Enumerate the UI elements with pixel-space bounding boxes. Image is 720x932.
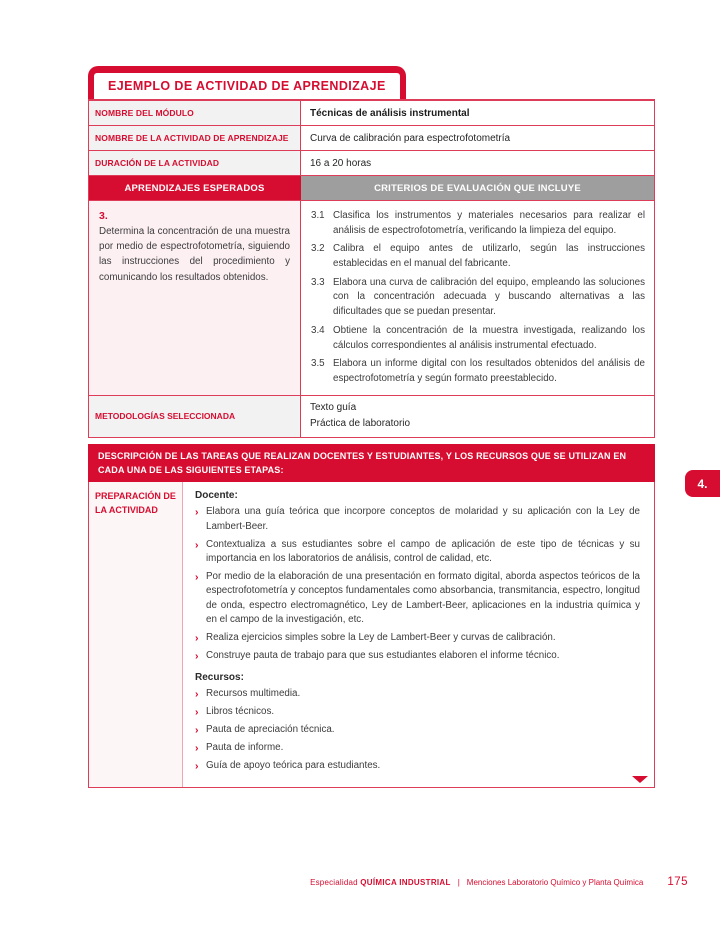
learning-outcome-number: 3. [99,210,108,222]
criterion-text: Obtiene la concentración de la muestra investigada, realizando los cálculos correspondientes al análisis instrumental efectuado. [333,324,645,351]
tasks-description-banner: DESCRIPCIÓN DE LAS TAREAS QUE REALIZAN DOCENTES Y ESTUDIANTES, Y LOS RECURSOS QUE SE UTILIZAN EN CADA UNA DE LAS SIGUIENTES ETAPAS: [88,444,655,483]
methodology-value: Texto guía [310,402,357,414]
chevron-bullet-icon: › [195,631,199,644]
list-item-text: Guía de apoyo teórica para estudiantes. [206,759,381,771]
list-item [195,759,640,773]
methodology-label: METODOLOGÍAS SELECCIONADA [89,396,301,437]
list-item-text: Realiza ejercicios simples sobre la Ley de Lambert-Beer y curvas de calibración. [206,631,556,643]
list-item-text: Libros técnicos. [206,706,275,718]
table-row-duration [89,150,654,175]
methodology-value: Práctica de laboratorio [310,418,411,430]
list-item [195,723,640,737]
criterion-item [311,357,645,386]
list-item-text: Pauta de informe. [206,741,284,753]
duration-label: DURACIÓN DE LA ACTIVIDAD [89,151,301,175]
chevron-bullet-icon: › [195,724,199,737]
list-item [195,705,640,719]
table-row-activity-name [89,125,654,150]
table-row-methodology [89,395,654,437]
criterion-item [311,276,645,320]
footer-mentions: Menciones Laboratorio Químico y Planta Química [466,878,644,887]
list-item-text: Por medio de la elaboración de una presentación en formato digital, aborda aspectos teóricos de la espectrofotometría y conceptos fundamentales como absorbancia, transmitancia, espectro, longitud de onda, espectro electromagnético, Ley de Lambert-Beer, aplicaciones en la industria química y en el campo de la investigación, etc. [206,570,640,626]
module-name-value: Técnicas de análisis instrumental [301,101,654,125]
footer-specialty-prefix: Especialidad [310,878,358,887]
chevron-bullet-icon: › [195,706,199,719]
resources-heading: Recursos: [195,672,244,684]
list-item [195,538,640,567]
chevron-bullet-icon: › [195,538,199,551]
footer-separator: | [457,878,460,887]
evaluation-criteria-cell [301,201,654,395]
methodology-values [301,396,654,437]
activity-name-value: Curva de calibración para espectrofotometría [301,126,654,150]
continuation-arrow-icon [632,776,648,783]
criterion-item [311,209,645,238]
chapter-tab: 4. [685,470,720,497]
preparation-content [183,482,654,786]
criterion-text: Elabora un informe digital con los resultados obtenidos del análisis de espectrofotometría y según formato preestablecido. [333,358,645,384]
page-number: 175 [667,876,688,888]
criterion-text: Calibra el equipo antes de utilizarlo, según las instrucciones establecidas en el manual del fabricante. [333,243,645,270]
criterion-item [311,242,645,271]
table-header-row [89,175,654,200]
criterion-number: 3.3 [311,276,325,288]
preparation-stage-label: PREPARACIÓN DE LA ACTIVIDAD [89,482,183,786]
chevron-bullet-icon: › [195,649,199,662]
page-title: EJEMPLO DE ACTIVIDAD DE APRENDIZAJE [94,73,400,99]
list-item [195,741,640,755]
module-name-label: NOMBRE DEL MÓDULO [89,101,301,125]
expected-learning-cell [89,201,301,395]
table-row-module-name [89,101,654,125]
expected-learning-header: APRENDIZAJES ESPERADOS [89,176,301,200]
teacher-heading: Docente: [195,490,238,502]
evaluation-criteria-header: CRITERIOS DE EVALUACIÓN QUE INCLUYE [301,176,654,200]
criterion-text: Clasifica los instrumentos y materiales necesarios para realizar el análisis de espectrofotometría, verificando la limpieza del equipo. [333,210,645,236]
list-item-text: Construye pauta de trabajo para que sus estudiantes elaboren el informe técnico. [206,649,560,661]
list-item [195,649,640,663]
chevron-bullet-icon: › [195,759,199,772]
list-item-text: Elabora una guía teórica que incorpore conceptos de molaridad y su aplicación con la Ley de Lambert-Beer. [206,506,640,532]
list-item-text: Contextualiza a sus estudiantes sobre el campo de aplicación de este tipo de técnicas y su importancia en los laboratorios de análisis, control de calidad, etc. [206,538,640,565]
chevron-bullet-icon: › [195,506,199,519]
learning-outcome-text: Determina la concentración de una muestra por medio de espectrofotometría, siguiendo las instrucciones del procedimiento y comunicando los resultados obtenidos. [99,226,290,283]
page-footer [310,876,688,888]
list-item [195,631,640,645]
list-item-text: Recursos multimedia. [206,688,301,700]
criterion-number: 3.2 [311,243,325,255]
learning-content-row [89,200,654,395]
list-item [195,570,640,628]
chevron-bullet-icon: › [195,570,199,583]
list-item [195,687,640,701]
criterion-number: 3.1 [311,210,325,221]
chevron-bullet-icon: › [195,688,199,701]
section-title-tab [88,66,406,99]
activity-info-table [88,99,655,438]
activity-name-label: NOMBRE DE LA ACTIVIDAD DE APRENDIZAJE [89,126,301,150]
list-item [195,505,640,534]
activity-sheet [88,66,655,788]
criterion-item [311,324,645,353]
footer-specialty-name: QUÍMICA INDUSTRIAL [360,878,451,887]
criterion-number: 3.4 [311,324,325,336]
criterion-number: 3.5 [311,358,325,370]
preparation-section [88,482,655,787]
list-item-text: Pauta de apreciación técnica. [206,724,335,736]
criterion-text: Elabora una curva de calibración del equipo, empleando las soluciones con la concentración adecuada y buscando alternativas a las dificultades que se puedan presentar. [333,276,645,318]
footer-specialty [310,878,451,887]
chevron-bullet-icon: › [195,741,199,754]
duration-value: 16 a 20 horas [301,151,654,175]
